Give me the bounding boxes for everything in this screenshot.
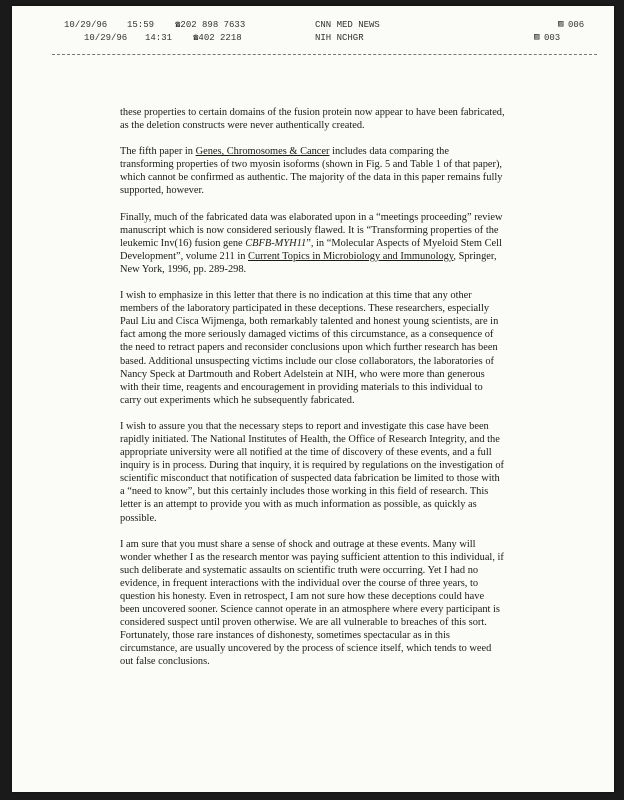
series-title: Current Topics in Microbiology and Immunology xyxy=(248,250,454,262)
fax-header xyxy=(12,6,614,56)
fax-date-2: 10/29/96 xyxy=(84,33,128,43)
fax-page-icon-1: ▨ xyxy=(558,19,564,29)
fax-phone-1: ☎202 898 7633 xyxy=(175,20,246,30)
paragraph-3-text-b: ”, in “Molecular Aspects of Myeloid Stem Cell Development”, volume 211 in xyxy=(120,237,502,262)
fax-page-icon-2: ▨ xyxy=(534,32,540,42)
fax-time-1: 15:59 xyxy=(127,20,155,30)
fax-date-1: 10/29/96 xyxy=(64,20,108,30)
fax-org-2: NIH NCHGR xyxy=(315,33,364,43)
letter-body xyxy=(120,106,505,682)
paragraph-1: these properties to certain domains of the fusion protein now appear to have been fabricated, as the deletion constructs were never authentically created. xyxy=(120,107,505,132)
fax-page-2: 003 xyxy=(544,33,561,43)
paragraph-3-text-c: , Springer, New York, 1996, pp. 289-298. xyxy=(120,250,497,275)
paragraph-6: I am sure that you must share a sense of shock and outrage at these events. Many will wonder whether I as the research mentor was paying sufficient attention to this individual, if such deliberate and systematic assaults on scientific truth were occurring. Yet I had no evidence, in frequent interactions with the individual over the course of three years, to question his honesty. Even in retrospect, I am not sure how these deceptions could have been uncovered sooner. Science cannot operate in an atmosphere where every participant is considered suspect until proven otherwise. We are all vulnerable to breaches of this sort. Fortunately, those rare instances of dishonesty, sometimes spectacular as in this circumstance, are usually uncovered by the process of science itself, which tends to weed out false conclusions. xyxy=(120,538,504,668)
paragraph-2 xyxy=(120,145,505,197)
fax-phone-2: ☎402 2218 xyxy=(193,33,242,43)
paragraph-2-text-a: The fifth paper in xyxy=(120,146,196,158)
paragraph-3 xyxy=(120,211,505,276)
paragraph-2-text-b: includes data comparing the transforming properties of two myosin isoforms (shown in Fig. 5 and Table 1 of that paper), which cannot be confirmed as authentic. The majority of the data in this paper remains fully supported, however. xyxy=(120,146,503,197)
paragraph-3-text-a: Finally, much of the fabricated data was elaborated upon in a “meetings proceeding” review manuscript which is now considered seriously flawed. It is “Transforming properties of the leukemic Inv(16) fusion gene xyxy=(120,211,503,249)
gene-name: CBFB-MYH11 xyxy=(245,237,307,249)
fax-time-2: 14:31 xyxy=(145,33,173,43)
paragraph-5: I wish to assure you that the necessary steps to report and investigate this case have been rapidly initiated. The National Institutes of Health, the Office of Research Integrity, and the appropriate university were all notified at the time of discovery of these events, and a full inquiry is in process. During that inquiry, it is required by regulations on the investigation of scientific misconduct that notification of suspected data fabrication be limited to those with a “need to know”, but this certainly includes those working in this field of research. This letter is an attempt to provide you with as much information as possible, as quickly as possible. xyxy=(120,420,505,524)
fax-divider xyxy=(52,54,597,55)
journal-title: Genes, Chromosomes & Cancer xyxy=(195,146,330,158)
paragraph-4: I wish to emphasize in this letter that there is no indication at this time that any other members of the laboratory participated in these deceptions. These researchers, especially Paul Liu and Cisca Wijmenga, both remarkably talented and honest young scientists, are in fact among the more seriously damaged victims of this circumstance, as a consequence of the need to retract papers and reconsider conclusions upon which further research has been based. Additional unsuspecting victims include our close collaborators, the laboratories of Nancy Speck at Dartmouth and Robert Adelstein at NIH, who were more than generous with their time, reagents and encouragement in providing materials to this individual to carry out experiments which he subsequently fabricated. xyxy=(120,290,499,406)
document-page xyxy=(12,6,614,792)
fax-org-1: CNN MED NEWS xyxy=(315,20,380,30)
fax-page-1: 006 xyxy=(568,20,585,30)
